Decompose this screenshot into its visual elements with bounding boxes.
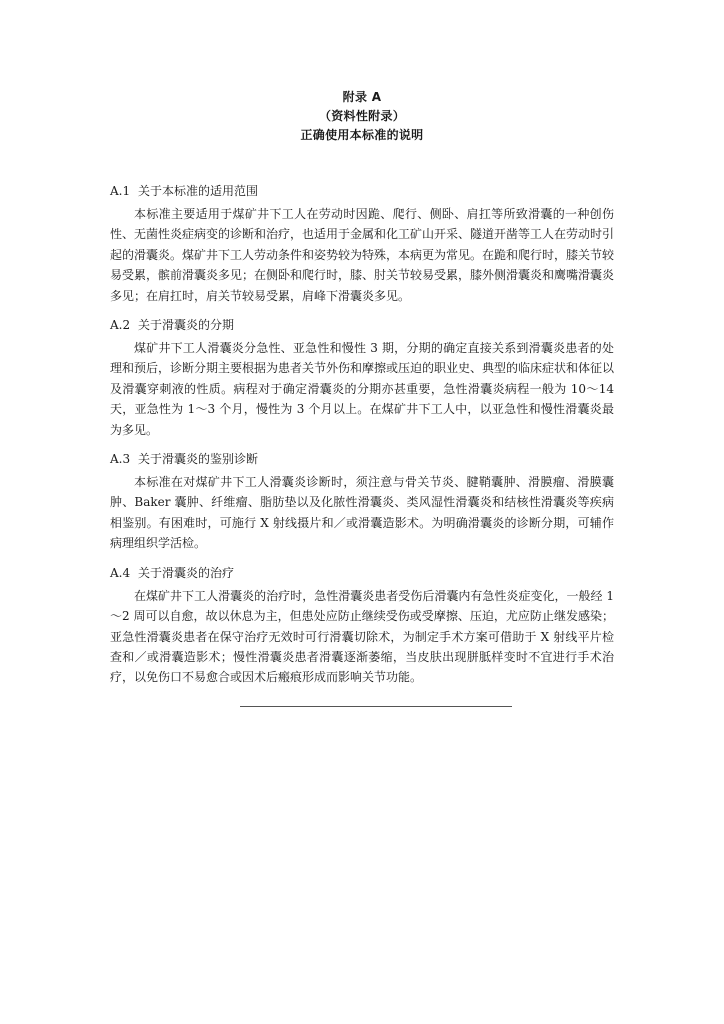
section-a2 — [110, 315, 614, 440]
section-number: A.3 — [110, 452, 131, 467]
section-title — [110, 449, 614, 469]
appendix-heading: 正确使用本标准的说明 — [300, 128, 424, 142]
section-title-text: 关于滑囊炎的治疗 — [138, 565, 235, 580]
section-paragraph: 在煤矿井下工人滑囊炎的治疗时，急性滑囊炎患者受伤后滑囊内有急性炎症变化，一般经 1～2 周可以自愈，故以休息为主，但患处应防止继续受伤或受摩擦、压迫，尤应防止继发感染；亚急性滑囊炎患者在保守治疗无效时可行滑囊切除术，为制定手术方案可借助于 X 射线平片检查和／或滑囊造影术；慢性滑囊炎患者滑囊逐渐萎缩，当皮肤出现胼胝样变时不宜进行手术治疗，以免伤口不易愈合或因术后瘢痕形成而影响关节功能。 — [110, 588, 614, 685]
section-number: A.4 — [110, 565, 131, 580]
section-title-text: 关于滑囊炎的分期 — [138, 318, 235, 333]
section-number: A.2 — [110, 318, 131, 333]
section-paragraph: 本标准在对煤矿井下工人滑囊炎诊断时，须注意与骨关节炎、腱鞘囊肿、滑膜瘤、滑膜囊肿、Baker 囊肿、纤维瘤、脂肪垫以及化脓性滑囊炎、类风湿性滑囊炎和结核性滑囊炎等疾病相鉴别。有困难时，可施行 X 射线摄片和／或滑囊造影术。为明确滑囊炎的诊断分期，可辅作病理组织学活检。 — [110, 475, 614, 551]
section-paragraph: 煤矿井下工人滑囊炎分急性、亚急性和慢性 3 期，分期的确定直接关系到滑囊炎患者的处理和预后，诊断分期主要根据为患者关节外伤和摩擦或压迫的职业史、典型的临床症状和体征以及滑囊穿刺液的性质。病程对于确定滑囊炎的分期亦甚重要，急性滑囊炎病程一般为 10～14 天，亚急性为 1～3 个月，慢性为 3 个月以上。在煤矿井下工人中，以亚急性和慢性滑囊炎最为多见。 — [110, 341, 615, 437]
section-title — [110, 315, 614, 335]
appendix-title: 附录 A — [342, 90, 382, 104]
section-title-text: 关于本标准的适用范围 — [138, 184, 259, 198]
section-number: A.1 — [110, 184, 131, 198]
section-title — [110, 563, 614, 583]
document-body — [110, 181, 614, 697]
section-title-text: 关于滑囊炎的鉴别诊断 — [138, 452, 259, 467]
section-a1 — [110, 181, 614, 306]
section-paragraph: 本标准主要适用于煤矿井下工人在劳动时因跪、爬行、侧卧、肩扛等所致滑囊的一种创伤性、无菌性炎症病变的诊断和治疗，也适用于金属和化工矿山开采、隧道开凿等工人在劳动时引起的滑囊炎。煤矿井下工人劳动条件和姿势较为特殊，本病更为常见。在跪和爬行时，膝关节较易受累，髌前滑囊炎多见；在侧卧和爬行时，膝、肘关节较易受累，膝外侧滑囊炎和鹰嘴滑囊炎多见；在肩扛时，肩关节较易受累，肩峰下滑囊炎多见。 — [110, 207, 615, 303]
appendix-header — [0, 88, 724, 145]
appendix-subtitle: （资料性附录） — [318, 109, 406, 123]
end-divider — [240, 706, 512, 707]
section-a4 — [110, 563, 614, 688]
section-title — [110, 181, 614, 201]
section-a3 — [110, 449, 614, 554]
